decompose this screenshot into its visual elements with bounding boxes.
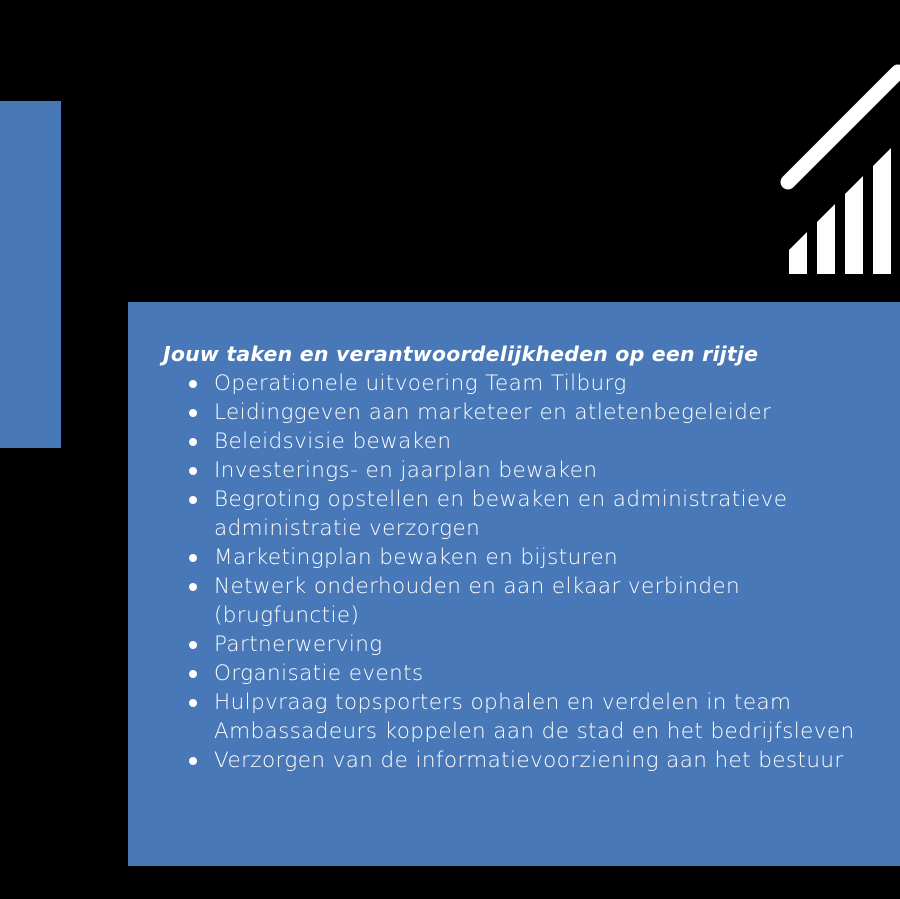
growth-chart-icon — [780, 58, 900, 278]
bullet-icon — [189, 554, 197, 562]
list-item-text: Operationele uitvoering Team Tilburg — [214, 371, 627, 396]
bullet-icon — [189, 438, 197, 446]
list-item-text: Hulpvraag topsporters ophalen en verdelen in team Ambassadeurs koppelen aan de stad en het bedrijfsleven — [214, 690, 855, 744]
list-item-text: Verzorgen van de informatievoorziening aan het bestuur — [214, 748, 844, 773]
bullet-icon — [189, 467, 197, 475]
list-item-text: Begroting opstellen en bewaken en administratieve administratie verzorgen — [214, 487, 788, 541]
list-item — [187, 456, 880, 485]
list-item — [187, 427, 880, 456]
list-item — [187, 746, 880, 775]
list-item — [187, 659, 880, 688]
list-item — [187, 543, 880, 572]
list-item-text: Beleidsvisie bewaken — [214, 429, 452, 454]
bullet-icon — [189, 409, 197, 417]
list-item-text: Partnerwerving — [214, 632, 383, 657]
list-item-text: Leidinggeven aan marketeer en atletenbegeleider — [214, 400, 772, 425]
bullet-icon — [189, 699, 197, 707]
list-item-text: Netwerk onderhouden en aan elkaar verbinden (brugfunctie) — [214, 574, 741, 628]
panel-title: Jouw taken en verantwoordelijkheden op een rijtje — [163, 342, 759, 366]
list-item-text: Organisatie events — [214, 661, 424, 686]
task-list — [163, 369, 880, 775]
list-item-text: Investerings- en jaarplan bewaken — [214, 458, 598, 483]
bullet-icon — [189, 670, 197, 678]
list-item — [187, 369, 880, 398]
list-item-text: Marketingplan bewaken en bijsturen — [214, 545, 619, 570]
bullet-icon — [189, 496, 197, 504]
bullet-icon — [189, 641, 197, 649]
bullet-icon — [189, 380, 197, 388]
list-item — [187, 630, 880, 659]
decorative-side-bar — [0, 101, 61, 448]
list-item — [187, 572, 880, 630]
list-item — [187, 398, 880, 427]
list-item — [187, 485, 880, 543]
bullet-icon — [189, 583, 197, 591]
list-item — [187, 688, 880, 746]
tasks-panel — [128, 302, 900, 866]
bullet-icon — [189, 757, 197, 765]
